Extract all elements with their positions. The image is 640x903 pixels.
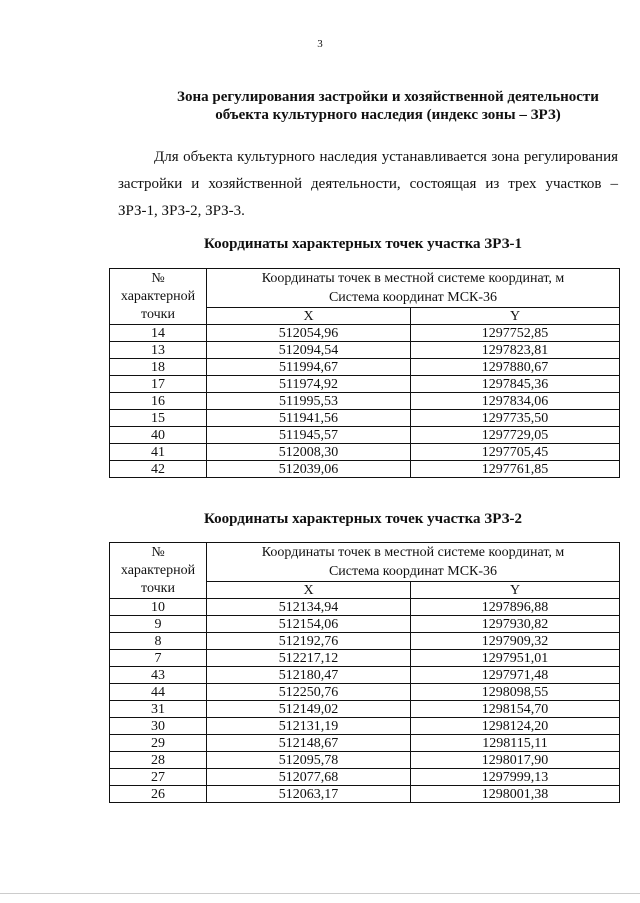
header-coords-line-2: Система координат МСК-36	[328, 564, 498, 579]
x-coordinate-cell: 512217,12	[207, 650, 411, 667]
table-row	[110, 427, 620, 444]
point-number-cell: 13	[110, 342, 207, 359]
x-coordinate-cell: 512180,47	[207, 667, 411, 684]
table-1-body	[110, 325, 620, 478]
intro-paragraph-text: Для объекта культурного наследия устанавливается зона регулирования застройки и хозяйственной деятельности, состоящая из трех участков – ЗРЗ-1, ЗРЗ-2, ЗРЗ-3.	[118, 149, 618, 219]
header-x: X	[207, 582, 411, 599]
point-number-cell: 17	[110, 376, 207, 393]
point-number-cell: 28	[110, 752, 207, 769]
header-num-symbol: №	[151, 544, 165, 560]
x-coordinate-cell: 512095,78	[207, 752, 411, 769]
point-number-cell: 42	[110, 461, 207, 478]
table-row	[110, 342, 620, 359]
table-row	[110, 616, 620, 633]
table-2-body	[110, 599, 620, 803]
x-coordinate-cell: 512063,17	[207, 786, 411, 803]
x-coordinate-cell: 511995,53	[207, 393, 411, 410]
point-number-cell: 7	[110, 650, 207, 667]
y-coordinate-cell: 1297761,85	[411, 461, 620, 478]
x-coordinate-cell: 512154,06	[207, 616, 411, 633]
x-coordinate-cell: 512250,76	[207, 684, 411, 701]
x-coordinate-cell: 512094,54	[207, 342, 411, 359]
y-coordinate-cell: 1297909,32	[411, 633, 620, 650]
x-coordinate-cell: 512077,68	[207, 769, 411, 786]
x-coordinate-cell: 512149,02	[207, 701, 411, 718]
table-row	[110, 769, 620, 786]
point-number-cell: 15	[110, 410, 207, 427]
table-row	[110, 650, 620, 667]
header-point-number	[110, 269, 207, 325]
heading-line-2: объекта культурного наследия (индекс зоны – ЗРЗ)	[215, 107, 561, 123]
point-number-cell: 40	[110, 427, 207, 444]
table-row	[110, 701, 620, 718]
point-number-cell: 31	[110, 701, 207, 718]
header-num-word2: точки	[141, 580, 175, 596]
table-row	[110, 735, 620, 752]
table-2-caption: Координаты характерных точек участка ЗРЗ-2	[204, 511, 522, 527]
x-coordinate-cell: 512054,96	[207, 325, 411, 342]
header-x: X	[207, 308, 411, 325]
header-coordinates	[207, 543, 620, 582]
x-coordinate-cell: 512148,67	[207, 735, 411, 752]
table-row	[110, 752, 620, 769]
x-coordinate-cell: 512131,19	[207, 718, 411, 735]
header-coords-line-1: Координаты точек в местной системе координат, м	[261, 271, 565, 286]
page-bottom-rule	[0, 893, 640, 894]
y-coordinate-cell: 1297845,36	[411, 376, 620, 393]
header-num-word1: характерной	[120, 562, 196, 578]
point-number-cell: 29	[110, 735, 207, 752]
table-row	[110, 718, 620, 735]
y-coordinate-cell: 1297971,48	[411, 667, 620, 684]
y-coordinate-cell: 1297823,81	[411, 342, 620, 359]
y-coordinate-cell: 1298124,20	[411, 718, 620, 735]
table-row	[110, 633, 620, 650]
y-coordinate-cell: 1297834,06	[411, 393, 620, 410]
table-row	[110, 376, 620, 393]
page-number: 3	[317, 38, 323, 50]
point-number-cell: 43	[110, 667, 207, 684]
header-num-word2: точки	[141, 306, 175, 322]
x-coordinate-cell: 512008,30	[207, 444, 411, 461]
table-row	[110, 444, 620, 461]
header-y: Y	[411, 582, 620, 599]
coordinates-table-zrz-1	[109, 268, 620, 478]
header-coordinates	[207, 269, 620, 308]
intro-paragraph	[118, 144, 618, 225]
point-number-cell: 16	[110, 393, 207, 410]
point-number-cell: 26	[110, 786, 207, 803]
x-coordinate-cell: 511974,92	[207, 376, 411, 393]
y-coordinate-cell: 1297896,88	[411, 599, 620, 616]
y-coordinate-cell: 1297729,05	[411, 427, 620, 444]
table-row	[110, 667, 620, 684]
point-number-cell: 8	[110, 633, 207, 650]
table-row	[110, 325, 620, 342]
point-number-cell: 14	[110, 325, 207, 342]
x-coordinate-cell: 511941,56	[207, 410, 411, 427]
y-coordinate-cell: 1297999,13	[411, 769, 620, 786]
y-coordinate-cell: 1298115,11	[411, 735, 620, 752]
point-number-cell: 30	[110, 718, 207, 735]
point-number-cell: 41	[110, 444, 207, 461]
table-row	[110, 461, 620, 478]
x-coordinate-cell: 512134,94	[207, 599, 411, 616]
y-coordinate-cell: 1297880,67	[411, 359, 620, 376]
y-coordinate-cell: 1297752,85	[411, 325, 620, 342]
header-point-number	[110, 543, 207, 599]
table-row	[110, 393, 620, 410]
header-coords-line-1: Координаты точек в местной системе координат, м	[261, 545, 565, 560]
y-coordinate-cell: 1298001,38	[411, 786, 620, 803]
header-num-symbol: №	[151, 270, 165, 286]
point-number-cell: 10	[110, 599, 207, 616]
x-coordinate-cell: 512039,06	[207, 461, 411, 478]
section-heading	[168, 88, 608, 124]
y-coordinate-cell: 1298154,70	[411, 701, 620, 718]
y-coordinate-cell: 1298017,90	[411, 752, 620, 769]
table-row	[110, 359, 620, 376]
y-coordinate-cell: 1297951,01	[411, 650, 620, 667]
y-coordinate-cell: 1298098,55	[411, 684, 620, 701]
header-coords-line-2: Система координат МСК-36	[328, 290, 498, 305]
table-1-caption: Координаты характерных точек участка ЗРЗ-1	[204, 236, 522, 252]
x-coordinate-cell: 512192,76	[207, 633, 411, 650]
point-number-cell: 44	[110, 684, 207, 701]
y-coordinate-cell: 1297930,82	[411, 616, 620, 633]
header-num-word1: характерной	[120, 288, 196, 304]
point-number-cell: 9	[110, 616, 207, 633]
y-coordinate-cell: 1297735,50	[411, 410, 620, 427]
table-row	[110, 599, 620, 616]
point-number-cell: 27	[110, 769, 207, 786]
x-coordinate-cell: 511994,67	[207, 359, 411, 376]
header-y: Y	[411, 308, 620, 325]
coordinates-table-zrz-2	[109, 542, 620, 803]
table-row	[110, 410, 620, 427]
point-number-cell: 18	[110, 359, 207, 376]
table-row	[110, 786, 620, 803]
heading-line-1: Зона регулирования застройки и хозяйственной деятельности	[177, 89, 599, 105]
x-coordinate-cell: 511945,57	[207, 427, 411, 444]
table-row	[110, 684, 620, 701]
y-coordinate-cell: 1297705,45	[411, 444, 620, 461]
